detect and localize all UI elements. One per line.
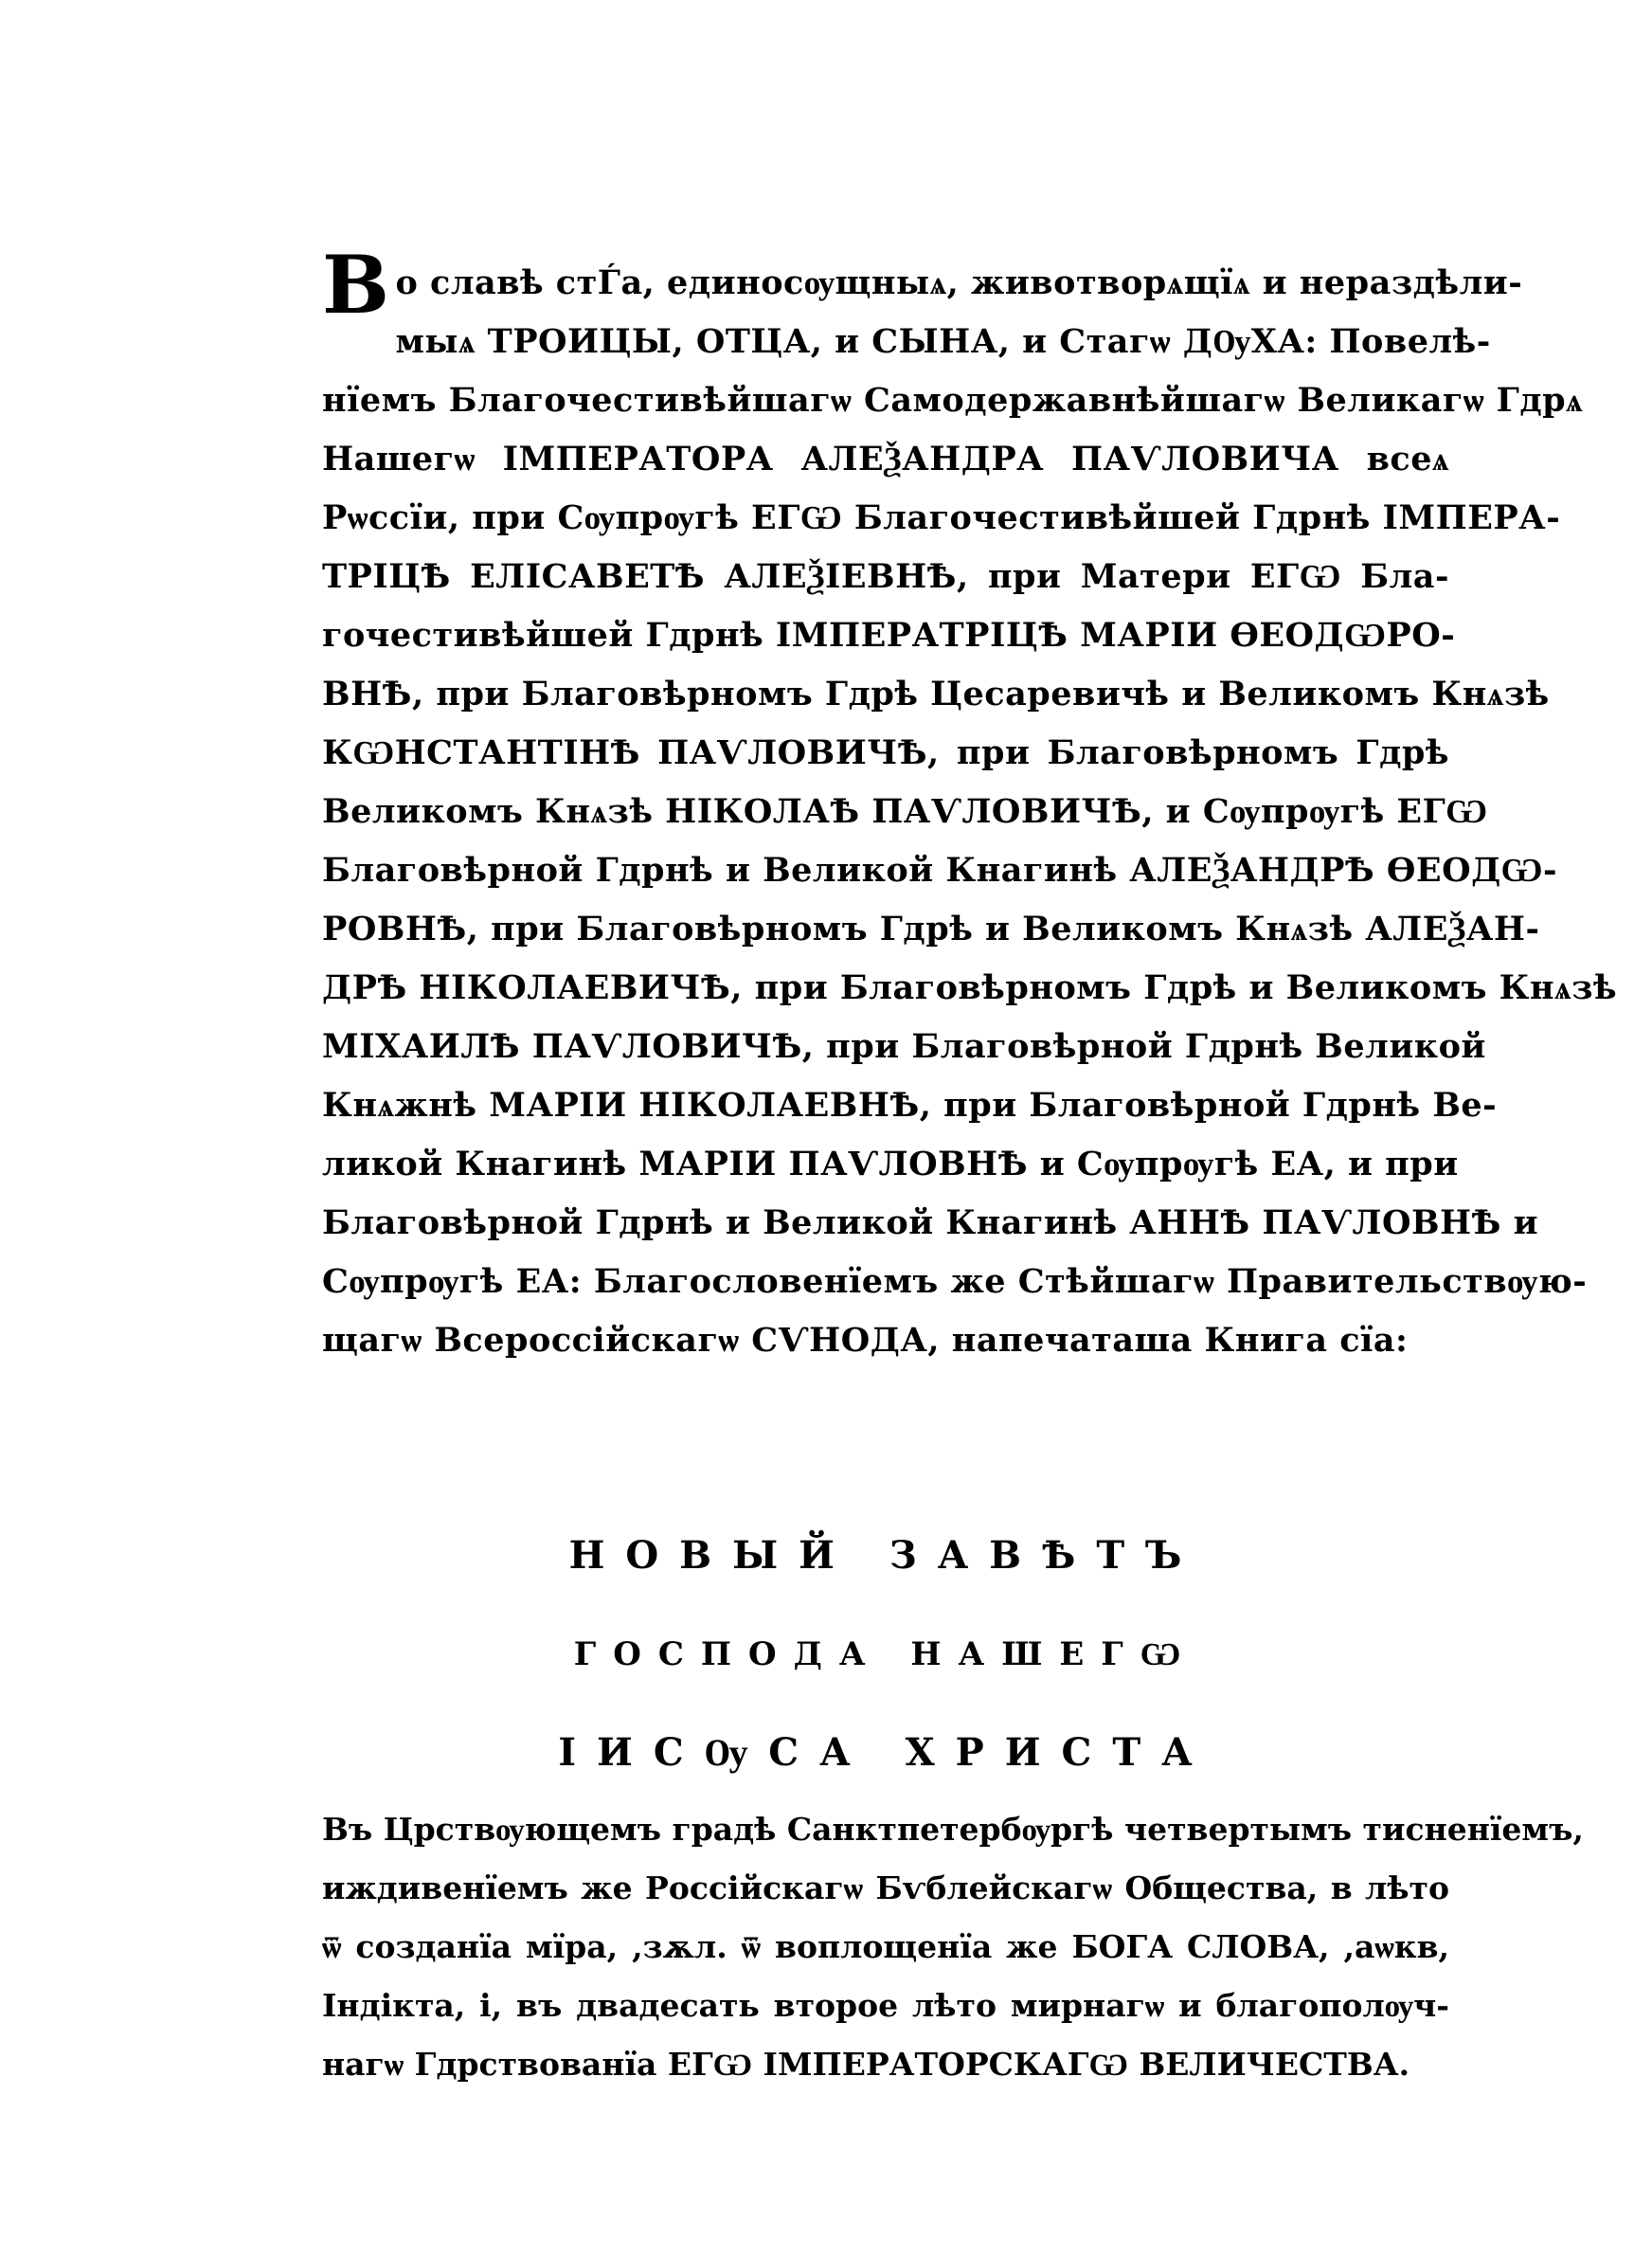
imprint-line: иждивенїемъ же Россійскагѡ Бѵблейскагѡ Общества, в лѣто — [322, 1869, 1449, 1906]
dedication-line: ДРѢ НІКОЛАЕВИЧѢ, при Благовѣрномъ Гдрѣ и Великомъ Кнѧзѣ — [322, 968, 1618, 1007]
dedication-line: Сѹпрѹгѣ ЕА: Благословенїемъ же Стѣйшагѡ Правительствѹю- — [322, 1262, 1588, 1301]
title-new-testament: НОВЫЙ ЗАВѢТЪ — [568, 1533, 1203, 1578]
book-title-block — [322, 1507, 1449, 1802]
dedication-line: щагѡ Всероссійскагѡ СѴНОДА, напечаташа Книга сїа: — [322, 1321, 1409, 1360]
dedication-line: Рѡссїи, при Сѹпрѹгѣ ЕГѠ Благочестивѣйшей Гдрнѣ ІМПЕРА- — [322, 498, 1561, 537]
imprint-line: ѿ созданїа мїра, ,зѫл. ѿ воплощенїа же БОГА СЛОВА, ,аѡкв, — [322, 1928, 1449, 1965]
dedication-line: ТРІЦѢ ЕЛІСАВЕТѢ АЛЕѮІЕВНѢ, при Матери ЕГѠ Бла- — [322, 557, 1449, 596]
dedication-line: МІХАИЛѢ ПАѴЛОВИЧѢ, при Благовѣрной Гдрнѣ Великой — [322, 1027, 1486, 1066]
imprint-paragraph — [322, 1800, 1584, 2094]
dedication-paragraph — [322, 238, 1618, 1370]
dedication-line: ликой Кнагинѣ МАРІИ ПАѴЛОВНѢ и Сѹпрѹгѣ ЕА, и при — [322, 1145, 1459, 1183]
dedication-line: Кнѧжнѣ МАРІИ НІКОЛАЕВНѢ, при Благовѣрной Гдрнѣ Ве- — [322, 1086, 1498, 1125]
dedication-line: нїемъ Благочестивѣйшагѡ Самодержавнѣйшагѡ Великагѡ Гдрѧ — [322, 381, 1584, 420]
dedication-line: Нашегѡ ІМПЕРАТОРА АЛЕѮАНДРА ПАѴЛОВИЧА всеѧ — [322, 440, 1449, 478]
imprint-line: нагѡ Гдрствованїа ЕГѠ ІМПЕРАТОРСКАГѠ ВЕЛИЧЕСТВА. — [322, 2046, 1410, 2083]
dedication-line: Великомъ Кнѧзѣ НІКОЛАѢ ПАѴЛОВИЧѢ, и Сѹпрѹгѣ ЕГѠ — [322, 792, 1488, 831]
dedication-line: о славѣ стЃа, единосѹщныѧ, животворѧщїѧ и нераздѣли- — [395, 263, 1523, 302]
dedication-line: КѠНСТАНТІНѢ ПАѴЛОВИЧѢ, при Благовѣрномъ Гдрѣ — [322, 733, 1449, 772]
dedication-line: мыѧ ТРОИЦЫ, ОТЦА, и СЫНА, и Стагѡ ДѸХА: Повелѣ- — [395, 322, 1491, 361]
dedication-line: Благовѣрной Гдрнѣ и Великой Кнагинѣ АННѢ ПАѴЛОВНѢ и — [322, 1203, 1539, 1242]
imprint-line: Въ Црствѹющемъ градѣ Санктпетербѹргѣ четвертымъ тисненїемъ, — [322, 1811, 1584, 1848]
dedication-line: гочестивѣйшей Гдрнѣ ІМПЕРАТРІЦѢ МАРІИ ѲЕОДѠРО- — [322, 616, 1456, 655]
drop-cap-initial: В — [322, 238, 390, 332]
dedication-line: РОВНѢ, при Благовѣрномъ Гдрѣ и Великомъ Кнѧзѣ АЛЕѮАН- — [322, 910, 1540, 948]
dedication-line: ВНѢ, при Благовѣрномъ Гдрѣ Цесаревичѣ и Великомъ Кнѧзѣ — [322, 675, 1550, 713]
dedication-line: Благовѣрной Гдрнѣ и Великой Кнагинѣ АЛЕѮАНДРѢ ѲЕОДѠ- — [322, 851, 1557, 890]
title-jesus-christ: ІИСѸСА ХРИСТА — [558, 1730, 1213, 1775]
title-of-our-lord: ГОСПОДА НАШЕГѠ — [573, 1635, 1198, 1673]
imprint-line: Індікта, і, въ двадесать второе лѣто мирнагѡ и благополѹч- — [322, 1987, 1449, 2024]
